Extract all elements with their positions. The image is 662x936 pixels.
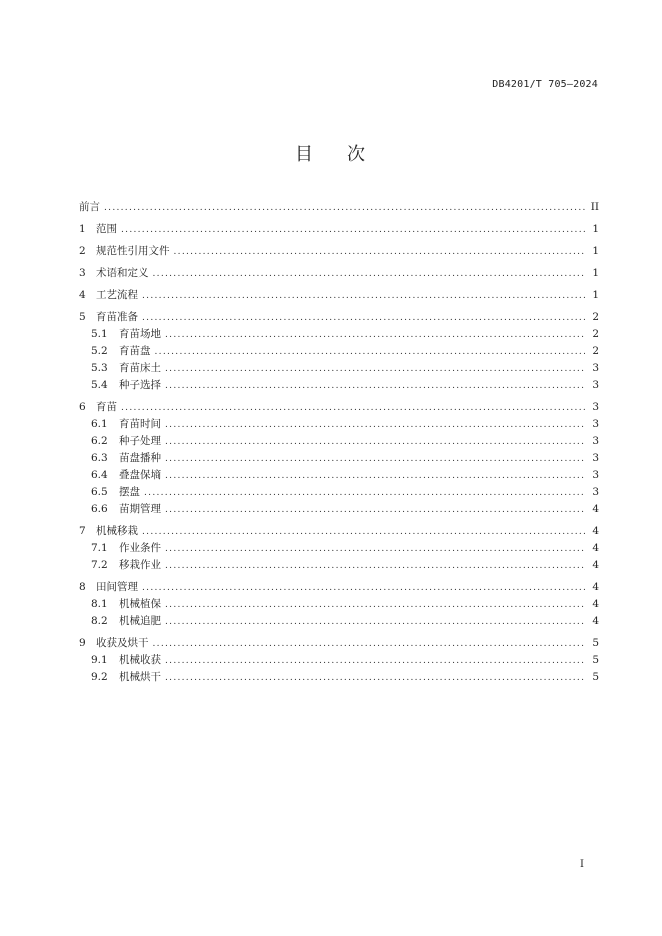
toc-entry-number: 5.1 — [91, 328, 108, 340]
toc-entry-label: 育苗准备 — [96, 311, 138, 323]
toc-entry[interactable] — [79, 199, 599, 216]
toc-entry-number: 6.6 — [91, 503, 108, 515]
toc-entry-page: 2 — [592, 345, 599, 357]
toc-leader-dots — [165, 600, 585, 610]
page-number: I — [580, 859, 584, 870]
toc-entry[interactable] — [79, 265, 599, 282]
toc-entry-number: 6.4 — [91, 469, 108, 481]
toc-leader-dots — [165, 471, 585, 481]
toc-entry-page: 4 — [592, 503, 599, 515]
toc-entry[interactable] — [79, 613, 599, 630]
toc-entry[interactable] — [79, 343, 599, 360]
toc-entry[interactable] — [79, 579, 599, 596]
toc-entry[interactable] — [79, 450, 599, 467]
toc-entry-number: 9.2 — [91, 671, 108, 683]
toc-entry-page: 4 — [592, 542, 599, 554]
toc-entry-number: 6.2 — [91, 435, 108, 447]
toc-entry-number: 5.2 — [91, 345, 108, 357]
toc-entry-page: 1 — [592, 223, 599, 235]
toc-entry[interactable] — [79, 326, 599, 343]
toc-entry-label: 机械追肥 — [119, 615, 161, 627]
toc-leader-dots — [121, 225, 585, 235]
toc-entry-label: 范围 — [96, 223, 117, 235]
toc-entry[interactable] — [79, 596, 599, 613]
toc-entry-label: 收获及烘干 — [96, 637, 149, 649]
toc-entry-label: 种子选择 — [119, 379, 161, 391]
toc-entry-page: 3 — [592, 379, 599, 391]
toc-entry-number: 8.1 — [91, 598, 108, 610]
toc-leader-dots — [165, 561, 585, 571]
toc-leader-dots — [165, 617, 585, 627]
toc-entry[interactable] — [79, 221, 599, 238]
toc-leader-dots — [121, 403, 585, 413]
toc-entry-page: 3 — [592, 469, 599, 481]
toc-entry[interactable] — [79, 669, 599, 686]
toc-entry-label: 作业条件 — [119, 542, 161, 554]
page-title — [0, 140, 662, 166]
toc-leader-dots — [165, 437, 585, 447]
toc-leader-dots — [142, 313, 585, 323]
toc-entry-page: 1 — [592, 267, 599, 279]
table-of-contents — [79, 199, 599, 686]
toc-leader-dots — [142, 291, 585, 301]
toc-entry-label: 育苗场地 — [119, 328, 161, 340]
toc-leader-dots — [165, 420, 585, 430]
toc-entry-label: 苗期管理 — [119, 503, 161, 515]
toc-leader-dots — [165, 673, 585, 683]
toc-entry-label: 摆盘 — [119, 486, 140, 498]
toc-entry-number: 9 — [79, 637, 86, 649]
toc-leader-dots — [142, 527, 585, 537]
toc-entry-number: 6.5 — [91, 486, 108, 498]
toc-entry-label: 移栽作业 — [119, 559, 161, 571]
toc-entry[interactable] — [79, 652, 599, 669]
toc-leader-dots — [165, 381, 585, 391]
toc-entry[interactable] — [79, 484, 599, 501]
toc-leader-dots — [165, 364, 585, 374]
toc-entry-number: 5.4 — [91, 379, 108, 391]
toc-entry-number: 3 — [79, 267, 86, 279]
toc-leader-dots — [104, 203, 585, 213]
toc-entry[interactable] — [79, 309, 599, 326]
toc-entry-label: 机械植保 — [119, 598, 161, 610]
toc-entry-page: 2 — [592, 311, 599, 323]
toc-entry-page: 4 — [592, 525, 599, 537]
toc-entry-number: 5.3 — [91, 362, 108, 374]
toc-leader-dots — [165, 454, 585, 464]
toc-entry-number: 6 — [79, 401, 86, 413]
toc-entry-label: 育苗时间 — [119, 418, 161, 430]
toc-entry-label: 机械收获 — [119, 654, 161, 666]
toc-entry-label: 机械移栽 — [96, 525, 138, 537]
document-code: DB4201/T 705—2024 — [492, 79, 598, 90]
toc-entry[interactable] — [79, 501, 599, 518]
toc-entry-page: 3 — [592, 435, 599, 447]
toc-entry-label: 育苗床土 — [119, 362, 161, 374]
toc-entry-page: 5 — [592, 671, 599, 683]
toc-leader-dots — [165, 656, 585, 666]
toc-entry-page: 1 — [592, 245, 599, 257]
toc-entry-label: 工艺流程 — [96, 289, 138, 301]
toc-entry-page: 1 — [592, 289, 599, 301]
toc-entry[interactable] — [79, 467, 599, 484]
toc-entry-label: 田间管理 — [96, 581, 138, 593]
toc-entry-page: 2 — [592, 328, 599, 340]
page-title-right: 次 — [347, 144, 367, 165]
toc-leader-dots — [155, 347, 586, 357]
toc-entry-page: 3 — [592, 362, 599, 374]
toc-entry[interactable] — [79, 523, 599, 540]
toc-leader-dots — [165, 330, 585, 340]
toc-entry[interactable] — [79, 540, 599, 557]
toc-entry-page: 5 — [592, 654, 599, 666]
toc-leader-dots — [165, 544, 585, 554]
toc-entry[interactable] — [79, 635, 599, 652]
toc-entry-label: 育苗 — [96, 401, 117, 413]
toc-entry-label: 苗盘播种 — [119, 452, 161, 464]
toc-entry[interactable] — [79, 243, 599, 260]
toc-entry[interactable] — [79, 433, 599, 450]
toc-leader-dots — [153, 269, 586, 279]
toc-entry-page: 5 — [592, 637, 599, 649]
toc-entry-label: 种子处理 — [119, 435, 161, 447]
toc-leader-dots — [142, 583, 585, 593]
toc-entry-page: 4 — [592, 598, 599, 610]
toc-entry-page: 3 — [592, 401, 599, 413]
toc-entry[interactable] — [79, 287, 599, 304]
toc-entry-label: 育苗盘 — [119, 345, 151, 357]
toc-entry-number: 9.1 — [91, 654, 108, 666]
toc-leader-dots — [153, 639, 586, 649]
toc-entry-label: 机械烘干 — [119, 671, 161, 683]
toc-entry[interactable] — [79, 399, 599, 416]
toc-entry-number: 1 — [79, 223, 86, 235]
toc-entry-label: 规范性引用文件 — [96, 245, 170, 257]
toc-entry-page: 4 — [592, 615, 599, 627]
toc-entry-number: 8.2 — [91, 615, 108, 627]
toc-entry-label: 术语和定义 — [96, 267, 149, 279]
toc-entry-number: 4 — [79, 289, 86, 301]
toc-entry-number: 8 — [79, 581, 86, 593]
toc-entry-label: 叠盘保墒 — [119, 469, 161, 481]
toc-entry-number: 7 — [79, 525, 86, 537]
toc-entry-number: 5 — [79, 311, 86, 323]
toc-entry-number: 2 — [79, 245, 86, 257]
toc-leader-dots — [144, 488, 585, 498]
toc-entry-number: 7.1 — [91, 542, 108, 554]
toc-entry-page: 3 — [592, 418, 599, 430]
toc-entry-page: 4 — [592, 559, 599, 571]
toc-entry-number: 6.3 — [91, 452, 108, 464]
toc-entry[interactable] — [79, 377, 599, 394]
toc-entry[interactable] — [79, 360, 599, 377]
toc-entry-page: 4 — [592, 581, 599, 593]
toc-entry-label: 前言 — [79, 201, 100, 213]
toc-entry-number: 6.1 — [91, 418, 108, 430]
toc-entry-number: 7.2 — [91, 559, 108, 571]
toc-entry-page: 3 — [592, 452, 599, 464]
toc-leader-dots — [174, 247, 586, 257]
toc-entry-page: 3 — [592, 486, 599, 498]
page-title-left: 目 — [295, 144, 315, 165]
toc-entry[interactable] — [79, 557, 599, 574]
toc-leader-dots — [165, 505, 585, 515]
toc-entry-page: II — [590, 201, 599, 213]
toc-entry[interactable] — [79, 416, 599, 433]
